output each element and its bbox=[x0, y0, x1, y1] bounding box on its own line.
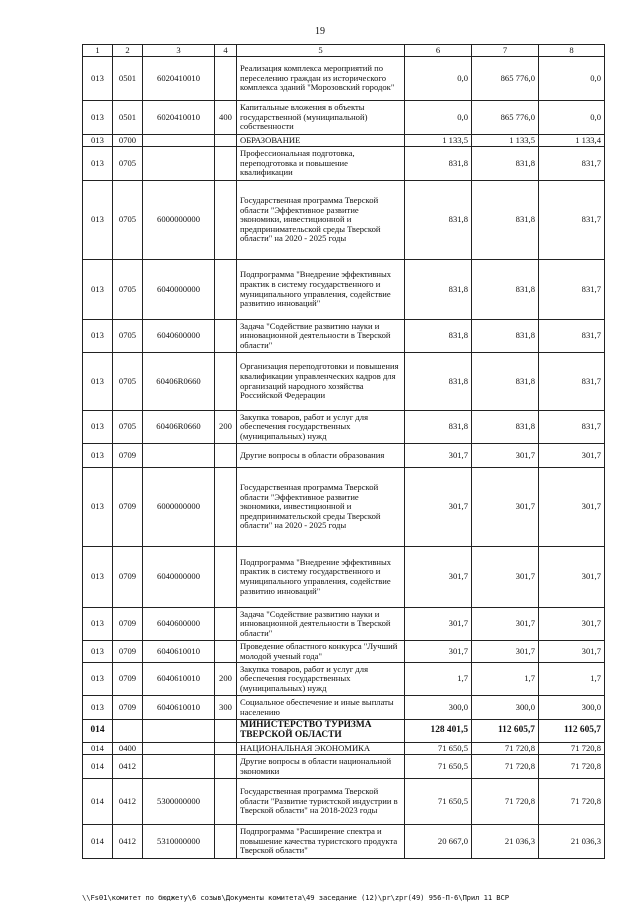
description-cell: НАЦИОНАЛЬНАЯ ЭКОНОМИКА bbox=[237, 743, 405, 755]
target-code-cell: 6040000000 bbox=[143, 260, 215, 320]
expense-type-cell bbox=[215, 444, 237, 468]
amount-year1-cell: 301,7 bbox=[405, 641, 472, 663]
file-path-footer: \\Fs01\комитет по бюджету\6 созыв\Документы комитета\49 заседание (12)\pr\zpr(49) 956-П-6\Прил 11 ВСР bbox=[82, 893, 509, 902]
header-cell: 4 bbox=[215, 45, 237, 57]
expense-type-cell bbox=[215, 181, 237, 260]
expense-type-cell bbox=[215, 57, 237, 101]
amount-year3-cell: 71 720,8 bbox=[539, 755, 605, 779]
budget-table bbox=[82, 44, 605, 859]
description-cell: Подпрограмма "Внедрение эффективных практик в систему государственного и муниципального управления, содействие развитию инноваций" bbox=[237, 547, 405, 608]
target-code-cell: 5310000000 bbox=[143, 825, 215, 859]
amount-year2-cell: 300,0 bbox=[472, 696, 539, 720]
description-cell: Государственная программа Тверской области "Эффективное развитие экономики, инвестиционной и предпринимательской среды Тверской области" на 2020 - 2025 годы bbox=[237, 181, 405, 260]
target-code-cell bbox=[143, 444, 215, 468]
section-code-cell: 0709 bbox=[113, 444, 143, 468]
target-code-cell: 6000000000 bbox=[143, 468, 215, 547]
expense-type-cell: 300 bbox=[215, 696, 237, 720]
admin-code-cell: 013 bbox=[83, 547, 113, 608]
amount-year3-cell: 71 720,8 bbox=[539, 743, 605, 755]
description-cell: Реализация комплекса мероприятий по переселению граждан из исторического комплекса зданий "Морозовский городок" bbox=[237, 57, 405, 101]
amount-year3-cell: 0,0 bbox=[539, 57, 605, 101]
header-cell: 7 bbox=[472, 45, 539, 57]
admin-code-cell: 013 bbox=[83, 641, 113, 663]
table-row bbox=[83, 260, 605, 320]
section-code-cell: 0709 bbox=[113, 663, 143, 696]
amount-year2-cell: 865 776,0 bbox=[472, 101, 539, 135]
target-code-cell: 6040000000 bbox=[143, 547, 215, 608]
admin-code-cell: 013 bbox=[83, 411, 113, 444]
description-cell: Профессиональная подготовка, переподготовка и повышение квалификации bbox=[237, 147, 405, 181]
header-cell: 2 bbox=[113, 45, 143, 57]
section-code-cell: 0705 bbox=[113, 353, 143, 411]
amount-year1-cell: 1 133,5 bbox=[405, 135, 472, 147]
amount-year3-cell: 71 720,8 bbox=[539, 779, 605, 825]
amount-year3-cell: 1 133,4 bbox=[539, 135, 605, 147]
description-cell: Задача "Содействие развитию науки и инновационной деятельности в Тверской области" bbox=[237, 608, 405, 641]
admin-code-cell: 013 bbox=[83, 468, 113, 547]
section-code-cell: 0501 bbox=[113, 101, 143, 135]
amount-year1-cell: 831,8 bbox=[405, 411, 472, 444]
amount-year2-cell: 831,8 bbox=[472, 353, 539, 411]
description-cell: МИНИСТЕРСТВО ТУРИЗМА ТВЕРСКОЙ ОБЛАСТИ bbox=[237, 720, 405, 743]
admin-code-cell: 013 bbox=[83, 608, 113, 641]
amount-year3-cell: 831,7 bbox=[539, 411, 605, 444]
amount-year3-cell: 1,7 bbox=[539, 663, 605, 696]
header-row bbox=[83, 45, 605, 57]
table-row bbox=[83, 608, 605, 641]
amount-year1-cell: 1,7 bbox=[405, 663, 472, 696]
amount-year1-cell: 0,0 bbox=[405, 101, 472, 135]
amount-year3-cell: 112 605,7 bbox=[539, 720, 605, 743]
target-code-cell bbox=[143, 135, 215, 147]
table-row bbox=[83, 181, 605, 260]
amount-year2-cell: 831,8 bbox=[472, 260, 539, 320]
expense-type-cell bbox=[215, 547, 237, 608]
section-code-cell: 0705 bbox=[113, 147, 143, 181]
amount-year1-cell: 20 667,0 bbox=[405, 825, 472, 859]
amount-year2-cell: 21 036,3 bbox=[472, 825, 539, 859]
target-code-cell bbox=[143, 147, 215, 181]
amount-year2-cell: 71 720,8 bbox=[472, 755, 539, 779]
table-row bbox=[83, 353, 605, 411]
amount-year3-cell: 301,7 bbox=[539, 608, 605, 641]
expense-type-cell bbox=[215, 641, 237, 663]
amount-year2-cell: 1,7 bbox=[472, 663, 539, 696]
amount-year2-cell: 301,7 bbox=[472, 641, 539, 663]
header-cell: 3 bbox=[143, 45, 215, 57]
expense-type-cell bbox=[215, 779, 237, 825]
admin-code-cell: 014 bbox=[83, 825, 113, 859]
amount-year1-cell: 301,7 bbox=[405, 608, 472, 641]
table-row bbox=[83, 147, 605, 181]
amount-year1-cell: 71 650,5 bbox=[405, 755, 472, 779]
description-cell: Государственная программа Тверской области "Развитие туристской индустрии в Тверской области" на 2018-2023 годы bbox=[237, 779, 405, 825]
amount-year1-cell: 831,8 bbox=[405, 147, 472, 181]
page-number: 19 bbox=[315, 26, 325, 37]
table-row bbox=[83, 320, 605, 353]
amount-year3-cell: 831,7 bbox=[539, 260, 605, 320]
section-code-cell: 0501 bbox=[113, 57, 143, 101]
table-row bbox=[83, 547, 605, 608]
header-cell: 8 bbox=[539, 45, 605, 57]
amount-year1-cell: 301,7 bbox=[405, 444, 472, 468]
amount-year3-cell: 301,7 bbox=[539, 641, 605, 663]
section-code-cell: 0412 bbox=[113, 779, 143, 825]
expense-type-cell: 200 bbox=[215, 663, 237, 696]
description-cell: Организация переподготовки и повышения квалификации управленческих кадров для организаций народного хозяйства Российской Федерации bbox=[237, 353, 405, 411]
amount-year1-cell: 831,8 bbox=[405, 320, 472, 353]
target-code-cell bbox=[143, 720, 215, 743]
amount-year3-cell: 831,7 bbox=[539, 147, 605, 181]
table-row bbox=[83, 720, 605, 743]
amount-year3-cell: 301,7 bbox=[539, 547, 605, 608]
table-row bbox=[83, 135, 605, 147]
description-cell: Государственная программа Тверской области "Эффективное развитие экономики, инвестиционной и предпринимательской среды Тверской области" на 2020 - 2025 годы bbox=[237, 468, 405, 547]
table-row bbox=[83, 755, 605, 779]
amount-year1-cell: 831,8 bbox=[405, 181, 472, 260]
admin-code-cell: 013 bbox=[83, 696, 113, 720]
description-cell: Закупка товаров, работ и услуг для обеспечения государственных (муниципальных) нужд bbox=[237, 663, 405, 696]
target-code-cell bbox=[143, 743, 215, 755]
description-cell: Социальное обеспечение и иные выплаты населению bbox=[237, 696, 405, 720]
amount-year1-cell: 301,7 bbox=[405, 547, 472, 608]
table-row bbox=[83, 411, 605, 444]
description-cell: Капитальные вложения в объекты государственной (муниципальной) собственности bbox=[237, 101, 405, 135]
description-cell: Другие вопросы в области национальной экономики bbox=[237, 755, 405, 779]
amount-year3-cell: 301,7 bbox=[539, 444, 605, 468]
target-code-cell: 6040610010 bbox=[143, 641, 215, 663]
expense-type-cell bbox=[215, 260, 237, 320]
admin-code-cell: 013 bbox=[83, 444, 113, 468]
target-code-cell: 6040600000 bbox=[143, 608, 215, 641]
section-code-cell: 0709 bbox=[113, 608, 143, 641]
header-cell: 5 bbox=[237, 45, 405, 57]
amount-year2-cell: 71 720,8 bbox=[472, 779, 539, 825]
table-row bbox=[83, 743, 605, 755]
section-code-cell: 0400 bbox=[113, 743, 143, 755]
target-code-cell: 60406R0660 bbox=[143, 411, 215, 444]
section-code-cell bbox=[113, 720, 143, 743]
expense-type-cell: 200 bbox=[215, 411, 237, 444]
expense-type-cell bbox=[215, 755, 237, 779]
table-row bbox=[83, 779, 605, 825]
amount-year2-cell: 301,7 bbox=[472, 468, 539, 547]
admin-code-cell: 013 bbox=[83, 260, 113, 320]
section-code-cell: 0709 bbox=[113, 468, 143, 547]
expense-type-cell bbox=[215, 743, 237, 755]
admin-code-cell: 014 bbox=[83, 779, 113, 825]
amount-year2-cell: 865 776,0 bbox=[472, 57, 539, 101]
amount-year2-cell: 301,7 bbox=[472, 444, 539, 468]
admin-code-cell: 013 bbox=[83, 57, 113, 101]
amount-year3-cell: 831,7 bbox=[539, 320, 605, 353]
admin-code-cell: 013 bbox=[83, 181, 113, 260]
amount-year2-cell: 301,7 bbox=[472, 608, 539, 641]
admin-code-cell: 013 bbox=[83, 101, 113, 135]
target-code-cell: 5300000000 bbox=[143, 779, 215, 825]
section-code-cell: 0709 bbox=[113, 696, 143, 720]
admin-code-cell: 013 bbox=[83, 663, 113, 696]
amount-year2-cell: 831,8 bbox=[472, 181, 539, 260]
expense-type-cell bbox=[215, 608, 237, 641]
description-cell: Закупка товаров, работ и услуг для обеспечения государственных (муниципальных) нужд bbox=[237, 411, 405, 444]
amount-year1-cell: 71 650,5 bbox=[405, 743, 472, 755]
table-row bbox=[83, 468, 605, 547]
target-code-cell bbox=[143, 755, 215, 779]
amount-year1-cell: 831,8 bbox=[405, 353, 472, 411]
table-row bbox=[83, 444, 605, 468]
amount-year2-cell: 71 720,8 bbox=[472, 743, 539, 755]
section-code-cell: 0705 bbox=[113, 320, 143, 353]
expense-type-cell bbox=[215, 135, 237, 147]
amount-year1-cell: 300,0 bbox=[405, 696, 472, 720]
amount-year1-cell: 301,7 bbox=[405, 468, 472, 547]
target-code-cell: 6040610010 bbox=[143, 696, 215, 720]
expense-type-cell: 400 bbox=[215, 101, 237, 135]
amount-year3-cell: 300,0 bbox=[539, 696, 605, 720]
amount-year3-cell: 0,0 bbox=[539, 101, 605, 135]
amount-year1-cell: 831,8 bbox=[405, 260, 472, 320]
table-row bbox=[83, 101, 605, 135]
amount-year2-cell: 831,8 bbox=[472, 411, 539, 444]
table-row bbox=[83, 696, 605, 720]
amount-year1-cell: 0,0 bbox=[405, 57, 472, 101]
amount-year1-cell: 128 401,5 bbox=[405, 720, 472, 743]
amount-year2-cell: 112 605,7 bbox=[472, 720, 539, 743]
table-row bbox=[83, 825, 605, 859]
header-cell: 6 bbox=[405, 45, 472, 57]
amount-year3-cell: 301,7 bbox=[539, 468, 605, 547]
section-code-cell: 0705 bbox=[113, 260, 143, 320]
expense-type-cell bbox=[215, 353, 237, 411]
admin-code-cell: 013 bbox=[83, 353, 113, 411]
section-code-cell: 0412 bbox=[113, 755, 143, 779]
section-code-cell: 0700 bbox=[113, 135, 143, 147]
description-cell: ОБРАЗОВАНИЕ bbox=[237, 135, 405, 147]
section-code-cell: 0709 bbox=[113, 547, 143, 608]
admin-code-cell: 013 bbox=[83, 135, 113, 147]
expense-type-cell bbox=[215, 825, 237, 859]
target-code-cell: 6040600000 bbox=[143, 320, 215, 353]
target-code-cell: 60406R0660 bbox=[143, 353, 215, 411]
target-code-cell: 6020410010 bbox=[143, 101, 215, 135]
table-row bbox=[83, 641, 605, 663]
header-cell: 1 bbox=[83, 45, 113, 57]
section-code-cell: 0412 bbox=[113, 825, 143, 859]
admin-code-cell: 014 bbox=[83, 755, 113, 779]
table-row bbox=[83, 57, 605, 101]
expense-type-cell bbox=[215, 720, 237, 743]
section-code-cell: 0709 bbox=[113, 641, 143, 663]
description-cell: Подпрограмма "Расширение спектра и повышение качества туристского продукта Тверской области" bbox=[237, 825, 405, 859]
amount-year3-cell: 831,7 bbox=[539, 353, 605, 411]
description-cell: Подпрограмма "Внедрение эффективных практик в систему государственного и муниципального управления, содействие развитию инноваций" bbox=[237, 260, 405, 320]
admin-code-cell: 014 bbox=[83, 743, 113, 755]
section-code-cell: 0705 bbox=[113, 181, 143, 260]
amount-year1-cell: 71 650,5 bbox=[405, 779, 472, 825]
description-cell: Другие вопросы в области образования bbox=[237, 444, 405, 468]
expense-type-cell bbox=[215, 320, 237, 353]
table-row bbox=[83, 663, 605, 696]
section-code-cell: 0705 bbox=[113, 411, 143, 444]
amount-year2-cell: 301,7 bbox=[472, 547, 539, 608]
expense-type-cell bbox=[215, 468, 237, 547]
description-cell: Проведение областного конкурса "Лучший молодой ученый года" bbox=[237, 641, 405, 663]
admin-code-cell: 014 bbox=[83, 720, 113, 743]
expense-type-cell bbox=[215, 147, 237, 181]
description-cell: Задача "Содействие развитию науки и инновационной деятельности в Тверской области" bbox=[237, 320, 405, 353]
amount-year3-cell: 831,7 bbox=[539, 181, 605, 260]
amount-year2-cell: 831,8 bbox=[472, 147, 539, 181]
target-code-cell: 6000000000 bbox=[143, 181, 215, 260]
admin-code-cell: 013 bbox=[83, 320, 113, 353]
amount-year3-cell: 21 036,3 bbox=[539, 825, 605, 859]
amount-year2-cell: 831,8 bbox=[472, 320, 539, 353]
target-code-cell: 6020410010 bbox=[143, 57, 215, 101]
amount-year2-cell: 1 133,5 bbox=[472, 135, 539, 147]
target-code-cell: 6040610010 bbox=[143, 663, 215, 696]
admin-code-cell: 013 bbox=[83, 147, 113, 181]
